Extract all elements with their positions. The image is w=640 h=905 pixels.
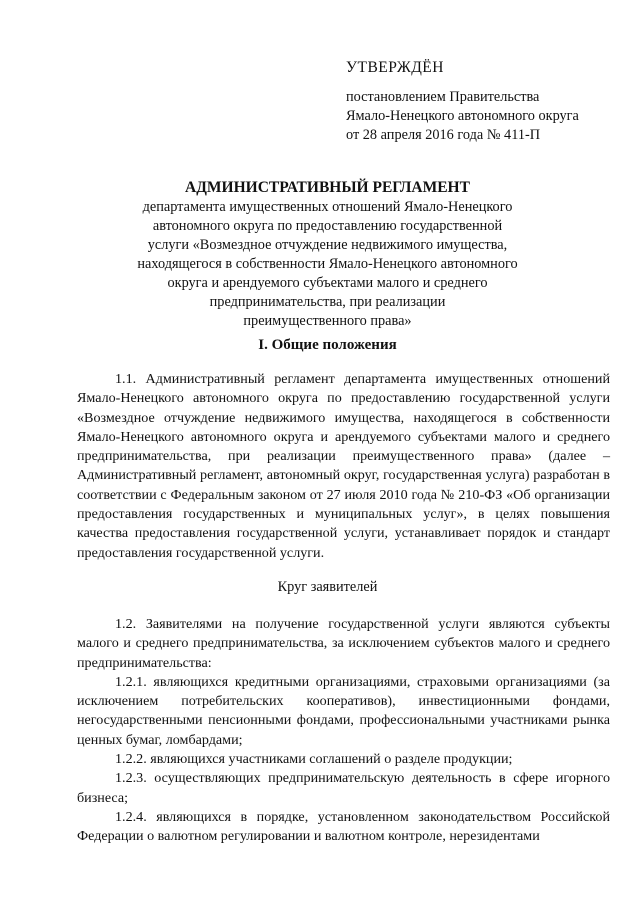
document-title — [80, 178, 575, 331]
paragraph: 1.2.2. являющихся участниками соглашений о разделе продукции; — [115, 751, 513, 768]
title-line: округа и арендуемого субъектами малого и среднего — [167, 275, 488, 291]
title-line: автономного округа по предоставлению государственной — [152, 218, 503, 234]
paragraph: 1.2.3. осуществляющих предпринимательскую деятельность в сфере игорного бизнеса; — [77, 770, 610, 806]
title-line: предпринимательства, при реализации — [209, 294, 446, 310]
title-line: департамента имущественных отношений Ямало-Ненецкого — [142, 199, 513, 215]
approval-line: от 28 апреля 2016 года № 411-П — [346, 127, 541, 143]
title-main: АДМИНИСТРАТИВНЫЙ РЕГЛАМЕНТ — [185, 179, 470, 196]
applicants-body — [77, 615, 610, 847]
paragraph: 1.1. Административный регламент департамента имущественных отношений Ямало-Ненецкого автономного округа по предоставлению государственной услуги «Возмездное отчуждение недвижимого имущества, находящегося в собственности Ямало-Ненецкого автономного округа и арендуемого субъектами малого и среднего предпринимательства, при реализации преимущественного права» (далее – Административный регламент, автономный округ, государственная услуга) разработан в соответствии с Федеральным законом от 27 июля 2010 года № 210-ФЗ «Об организации предоставления государственных и муниципальных услуг», в целях повышения качества предоставления государственной услуги, устанавливает порядок и стандарт предоставления государственной услуги. — [77, 371, 610, 561]
approval-stamp — [346, 58, 626, 145]
paragraph: 1.2.1. являющихся кредитными организациями, страховыми организациями (за исключением потребительских кооперативов), инвестиционными фондами, негосударственными пенсионными фондами, профессиональными участниками рынка ценных бумаг, ломбардами; — [77, 673, 610, 748]
title-line: преимущественного права» — [243, 313, 412, 329]
subheading: Круг заявителей — [277, 579, 378, 595]
paragraph: 1.2. Заявителями на получение государственной услуги являются субъекты малого и среднего предпринимательства, за исключением субъектов малого и среднего предпринимательства: — [77, 616, 610, 671]
approval-heading: УТВЕРЖДЁН — [346, 59, 444, 76]
title-line: находящегося в собственности Ямало-Ненецкого автономного — [137, 256, 518, 272]
paragraph: 1.2.4. являющихся в порядке, установленном законодательством Российской Федерации о валютном регулировании и валютном контроле, нерезидентами — [77, 808, 610, 845]
approval-line: постановлением Правительства — [346, 89, 540, 105]
approval-line: Ямало-Ненецкого автономного округа — [346, 108, 579, 124]
section-body — [77, 370, 610, 563]
title-line: услуги «Возмездное отчуждение недвижимого имущества, — [147, 237, 508, 253]
section-title: I. Общие положения — [258, 337, 397, 353]
